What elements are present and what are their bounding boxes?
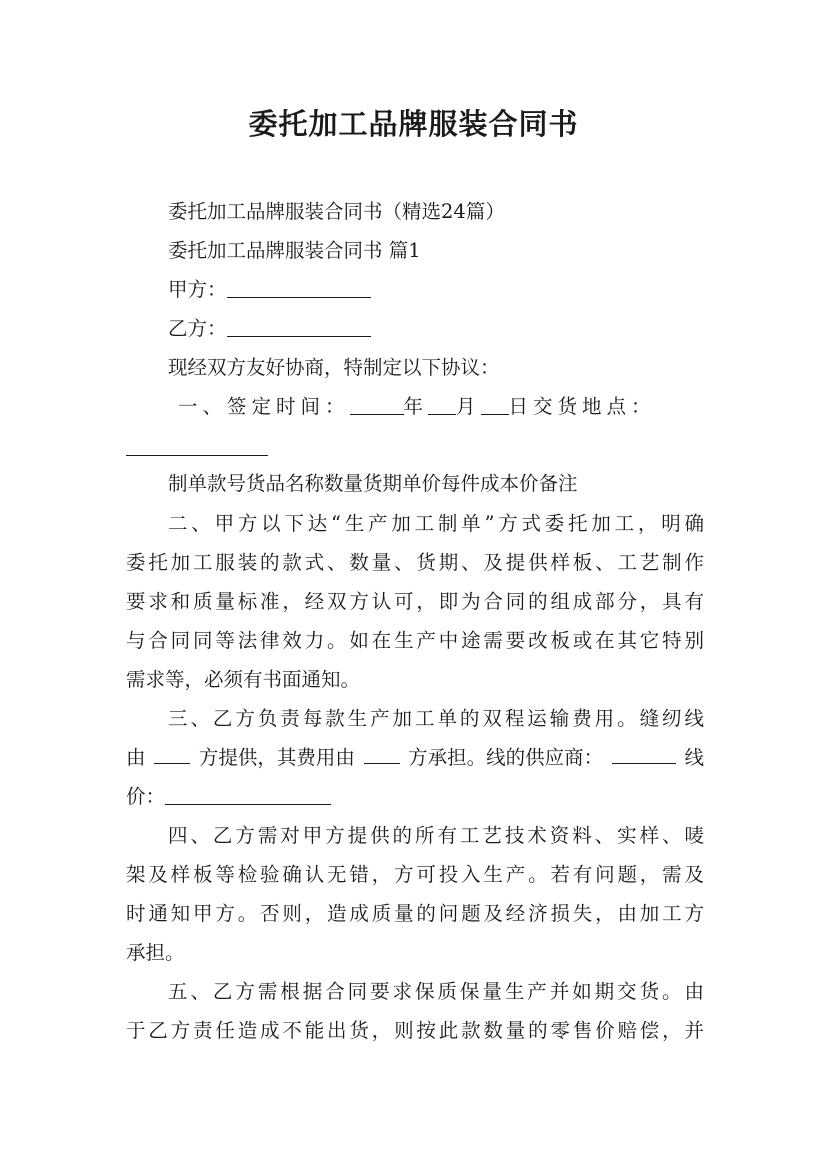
clause2-line-5: 需求等，必须有书面通知。 [126, 668, 361, 691]
clause1-blank-3 [481, 396, 509, 415]
document-title: 委托加工品牌服装合同书 [248, 107, 579, 141]
clause5-line-1: 五、乙方需根据合同要求保质保量生产并如期交货。由 [168, 980, 704, 1003]
clause1-day: 日交货地点： [508, 395, 656, 418]
clause3-provide: 方提供，其费用由 [198, 746, 355, 769]
clause3-from: 由 [126, 746, 146, 769]
clause3-blank-1 [154, 745, 190, 764]
clause3-line-3 [126, 783, 704, 811]
clause3-thread: 线 [684, 746, 704, 769]
clause4-line-1: 四、乙方需对甲方提供的所有工艺技术资料、实样、唛 [168, 824, 704, 847]
clause3-price-blank [165, 786, 331, 805]
clause3-price-label: 价： [126, 785, 166, 808]
table-header: 制单款号货品名称数量货期单价每件成本价备注 [168, 472, 578, 495]
clause1-blank-1 [350, 396, 404, 415]
section-heading: 委托加工品牌服装合同书 篇1 [168, 239, 421, 262]
location-blank [126, 437, 268, 456]
clause1-blank-2 [428, 396, 456, 415]
document-subtitle: 委托加工品牌服装合同书（精选24篇） [168, 200, 505, 223]
clause1-prefix: 一、签定时间： [178, 395, 350, 418]
party-a-label: 甲方： [168, 278, 227, 301]
clause5-line-2: 于乙方责任造成不能出货，则按此款数量的零售价赔偿，并 [126, 1019, 704, 1042]
clause3-line-2 [126, 744, 704, 772]
party-a-blank [227, 279, 371, 298]
intro-line: 现经双方友好协商，特制定以下协议： [168, 356, 500, 379]
clause3-blank-2 [364, 745, 400, 764]
clause3-blank-3 [612, 745, 676, 764]
party-a-line [168, 276, 704, 304]
clause3-line-1: 三、乙方负责每款生产加工单的双程运输费用。缝纫线 [168, 707, 704, 730]
party-b-line [168, 315, 704, 343]
clause2-line-4: 与合同同等法律效力。如在生产中途需要改板或在其它特别 [126, 629, 704, 652]
clause1-line [178, 393, 704, 421]
clause4-line-4: 承担。 [126, 941, 185, 964]
clause2-line-3: 要求和质量标准，经双方认可，即为合同的组成部分，具有 [126, 590, 704, 613]
clause3-supplier: 方承担。线的供应商： [408, 746, 604, 769]
party-b-blank [227, 318, 371, 337]
party-b-label: 乙方： [168, 317, 227, 340]
clause2-line-1: 二、甲方以下达“生产加工制单”方式委托加工，明确 [168, 512, 704, 535]
clause4-line-2: 架及样板等检验确认无错，方可投入生产。若有问题，需及 [126, 863, 704, 886]
clause1-location-line [126, 434, 704, 462]
clause4-line-3: 时通知甲方。否则，造成质量的问题及经济损失，由加工方 [126, 902, 704, 925]
clause1-month: 月 [456, 395, 481, 418]
clause2-line-2: 委托加工服装的款式、数量、货期、及提供样板、工艺制作 [126, 551, 704, 574]
clause1-year: 年 [403, 395, 429, 418]
